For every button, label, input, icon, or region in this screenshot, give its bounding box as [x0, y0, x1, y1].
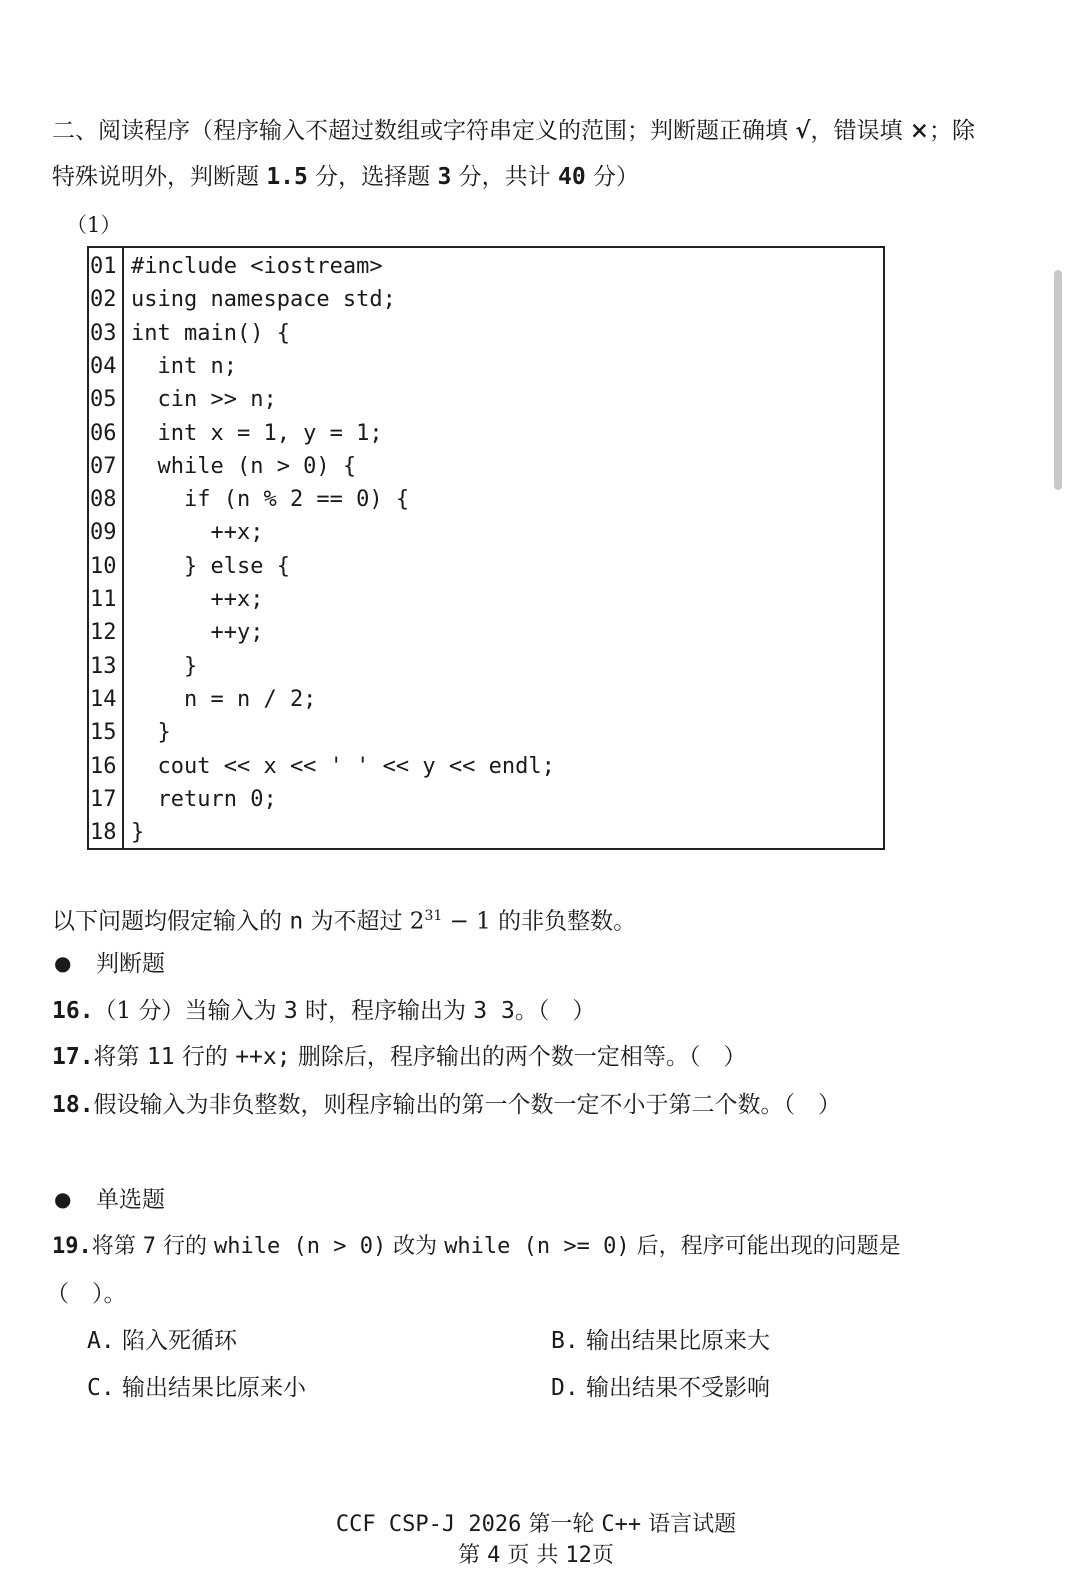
inline-code: ++x; — [235, 1044, 291, 1070]
question-text: 将第 — [93, 1044, 147, 1070]
assumption-var: n — [289, 908, 304, 935]
code-text: int main() { — [131, 320, 290, 346]
footer-lang: C++ — [601, 1512, 642, 1537]
heading-text: 二、阅读程序（程序输入不超过数组或字符串定义的范围；判断题正确填 — [52, 118, 796, 144]
line-number: 06 — [90, 420, 117, 446]
footer-page-total: 12 — [565, 1543, 592, 1568]
line-number: 14 — [90, 686, 117, 712]
power-base: 2 — [409, 908, 425, 935]
inline-code: while (n > 0) — [214, 1234, 387, 1259]
judge-points: 1.5 — [266, 164, 308, 190]
question-19 — [52, 1232, 901, 1262]
question-text: 时，程序输出为 — [297, 998, 474, 1024]
footer-page-text: 页 共 — [500, 1543, 566, 1568]
line-number: 01 — [90, 254, 117, 279]
option-text: 陷入死循环 — [122, 1328, 238, 1354]
question-value: 3 3 — [473, 998, 515, 1024]
line-number: 17 — [90, 786, 117, 812]
question-number: 19. — [52, 1234, 92, 1259]
footer-page-number — [0, 1538, 1072, 1569]
check-mark: √ — [795, 117, 811, 144]
question-number: 18. — [52, 1092, 94, 1118]
code-text: while (n > 0) { — [131, 453, 357, 479]
code-text: cout << x << ' ' << y << endl; — [131, 753, 555, 779]
footer-suffix: 语言试题 — [641, 1512, 737, 1537]
footer-exam-title — [0, 1507, 1072, 1538]
option-key: D. — [551, 1375, 579, 1401]
question-number: 17. — [52, 1044, 94, 1070]
option-key: A. — [87, 1328, 115, 1354]
answer-blank[interactable]: （ ）。 — [46, 1281, 127, 1307]
total-points: 40 — [557, 164, 586, 190]
line-number: 12 — [90, 620, 117, 646]
code-text: } else { — [131, 553, 290, 579]
problem-label: （1） — [66, 213, 122, 237]
question-text: （1 分）当输入为 — [93, 998, 284, 1024]
option-b[interactable] — [551, 1326, 770, 1356]
code-text: int x = 1, y = 1; — [131, 420, 383, 446]
code-text: n = n / 2; — [131, 686, 317, 712]
section-heading-line-1 — [52, 116, 975, 146]
line-number: 13 — [90, 653, 117, 679]
option-d[interactable] — [551, 1373, 770, 1403]
line-number: 15 — [90, 720, 117, 746]
code-text: } — [131, 820, 145, 846]
footer-exam: CCF CSP-J 2026 — [335, 1512, 522, 1537]
question-16 — [52, 996, 595, 1026]
option-key: C. — [87, 1375, 115, 1401]
option-text: 输出结果比原来大 — [586, 1328, 771, 1354]
code-text: using namespace std; — [131, 287, 396, 313]
assumption-text — [52, 901, 636, 937]
line-number: 04 — [90, 353, 117, 379]
choice-heading: 单选题 — [96, 1187, 165, 1213]
code-text: } — [131, 653, 198, 679]
inline-code: while (n >= 0) — [444, 1234, 630, 1259]
question-text: 后，程序可能出现的问题是 — [629, 1234, 901, 1259]
footer-page-text: 第 — [458, 1543, 488, 1568]
code-text: return 0; — [131, 786, 277, 812]
option-text: 输出结果不受影响 — [586, 1375, 771, 1401]
code-text: int n; — [131, 353, 237, 379]
question-text: 行的 — [174, 1044, 236, 1070]
code-text: #include <iostream> — [131, 254, 383, 279]
bullet-icon: ● — [54, 951, 72, 975]
line-number: 11 — [90, 587, 117, 612]
line-number: 10 — [90, 553, 117, 579]
assumption-minus: − 1 — [442, 908, 491, 935]
line-number: 16 — [90, 753, 117, 779]
question-text: 行的 — [156, 1234, 214, 1259]
judge-heading: 判断题 — [96, 951, 165, 977]
footer-round: 第一轮 — [521, 1512, 602, 1537]
bullet-icon: ● — [54, 1187, 72, 1211]
question-value: 7 — [142, 1234, 156, 1259]
code-text: ++x; — [131, 520, 264, 546]
option-c[interactable] — [87, 1373, 306, 1403]
question-number: 16. — [52, 998, 94, 1024]
heading-text: 分，共计 — [451, 164, 558, 190]
scrollbar[interactable] — [1054, 270, 1062, 490]
option-a[interactable] — [87, 1326, 237, 1356]
code-text: ++y; — [131, 620, 264, 646]
line-number: 07 — [90, 453, 117, 479]
heading-text: 特殊说明外，判断题 — [52, 164, 267, 190]
assumption-mid: 为不超过 — [303, 908, 410, 935]
section-heading-line-2 — [52, 162, 639, 192]
code-text: if (n % 2 == 0) { — [131, 487, 410, 513]
question-value: 11 — [146, 1044, 175, 1070]
power-exponent: 31 — [424, 908, 443, 924]
code-text: } — [131, 720, 171, 746]
line-number: 05 — [90, 387, 117, 413]
assumption-prefix: 以下问题均假定输入的 — [52, 908, 290, 935]
line-number: 02 — [90, 287, 117, 313]
heading-text: 分，选择题 — [307, 164, 438, 190]
code-listing — [87, 246, 885, 850]
gutter-divider — [122, 248, 124, 848]
line-number: 09 — [90, 520, 117, 546]
question-text: 改为 — [386, 1234, 445, 1259]
line-number: 18 — [90, 820, 117, 846]
question-17 — [52, 1042, 746, 1072]
line-number: 08 — [90, 487, 117, 513]
footer-page-current: 4 — [487, 1543, 501, 1568]
heading-text: ；除 — [929, 118, 976, 144]
question-value: 3 — [283, 998, 298, 1024]
question-text: 将第 — [91, 1234, 143, 1259]
answer-blank[interactable]: 。（ ） — [514, 998, 596, 1024]
code-text: cin >> n; — [131, 387, 277, 413]
assumption-suffix: 的非负整数。 — [490, 908, 637, 935]
footer-page-text: 页 — [591, 1543, 614, 1568]
question-18 — [52, 1090, 841, 1120]
answer-blank[interactable]: 删除后，程序输出的两个数一定相等。（ ） — [290, 1044, 747, 1070]
heading-text: 分） — [585, 164, 639, 190]
option-key: B. — [551, 1328, 579, 1354]
choice-points: 3 — [437, 164, 452, 190]
heading-text: ，错误填 — [810, 118, 910, 144]
cross-mark: × — [909, 117, 930, 144]
code-text: ++x; — [131, 587, 264, 612]
line-number: 03 — [90, 320, 117, 346]
answer-blank[interactable]: 假设输入为非负整数，则程序输出的第一个数一定不小于第二个数。（ ） — [93, 1092, 842, 1118]
option-text: 输出结果比原来小 — [122, 1375, 307, 1401]
